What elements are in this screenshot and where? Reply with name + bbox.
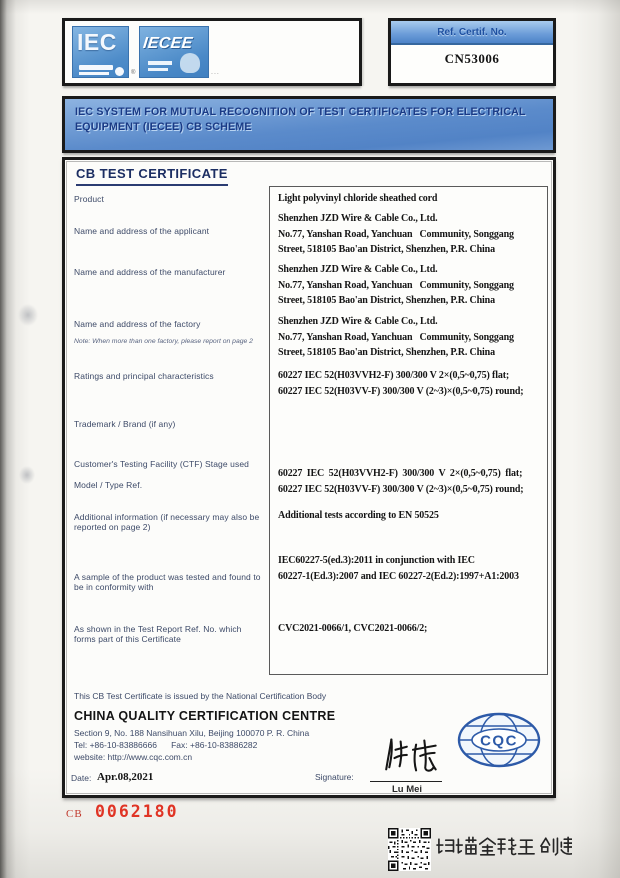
iec-logo-bar xyxy=(79,65,113,70)
value-conformity xyxy=(278,553,541,584)
label-factory: Name and address of the factory xyxy=(74,319,201,329)
label-model: Model / Type Ref. xyxy=(74,480,143,490)
label-factory-note: Note: When more than one factory, please report on page 2 xyxy=(74,338,253,345)
value-line: Shenzhen JZD Wire & Cable Co., Ltd. xyxy=(278,264,438,275)
ref-certif-label: Ref. Certif. No. xyxy=(391,21,553,45)
label-applicant: Name and address of the applicant xyxy=(74,226,210,236)
iecee-logo-icon xyxy=(139,26,209,78)
value-line: Light polyvinyl chloride sheathed cord xyxy=(278,193,438,204)
cb-stamp-prefix: CB xyxy=(66,808,83,820)
value-line: Street, 518105 Bao'an District, Shenzhen, P.R. China xyxy=(278,244,495,255)
camscanner-caption-glyphs xyxy=(436,835,572,859)
signature-line xyxy=(370,781,442,782)
trademark-dots: ... xyxy=(211,69,220,76)
issued-by-text: This CB Test Certificate is issued by the National Certification Body xyxy=(74,691,327,701)
cqc-logo-icon xyxy=(455,711,543,769)
value-line: 60227 IEC 52(H03VVH2-F) 300/300 V 2×(0,5~0,75) flat; xyxy=(278,468,523,479)
iec-logo-dot xyxy=(115,67,124,76)
ref-certif-number: CN53006 xyxy=(444,51,500,66)
value-line: 60227-1(Ed.3):2007 and IEC 60227-2(Ed.2):1997+A1:2003 xyxy=(278,570,519,582)
iec-logo-icon xyxy=(72,26,129,78)
ncb-address: Section 9, No. 188 Nansihuan Xilu, Beijing 100070 P. R. China xyxy=(74,728,310,738)
value-ratings xyxy=(278,368,541,399)
ncb-tel-fax: Tel: +86-10-83886666 Fax: +86-10-83886282 xyxy=(74,740,258,750)
label-trademark: Trademark / Brand (if any) xyxy=(74,419,176,429)
value-factory xyxy=(278,314,541,361)
iec-logo-text: IEC xyxy=(77,29,117,55)
value-line: CVC2021-0066/1, CVC2021-0066/2; xyxy=(278,623,428,634)
camscanner-caption xyxy=(436,835,572,859)
value-test-report xyxy=(278,621,541,637)
label-conformity: A sample of the product was tested and found to be in conformity with xyxy=(74,572,261,593)
ncb-name: CHINA QUALITY CERTIFICATION CENTRE xyxy=(74,709,336,723)
certificate-frame xyxy=(62,157,556,798)
label-additional: Additional information (if necessary may also be reported on page 2) xyxy=(74,512,260,533)
scan-smudge xyxy=(18,304,38,326)
label-ratings: Ratings and principal characteristics xyxy=(74,371,214,381)
value-additional xyxy=(278,508,541,524)
cqc-logo-text: CQC xyxy=(480,732,518,750)
value-product xyxy=(278,191,541,207)
date-label: Date: xyxy=(71,773,92,783)
iecee-logo-bar xyxy=(148,68,168,71)
value-line: Street, 518105 Bao'an District, Shenzhen, P.R. China xyxy=(278,295,495,306)
ncb-website: website: http://www.cqc.com.cn xyxy=(74,752,193,762)
handwritten-signature xyxy=(379,735,447,779)
value-line: Street, 518105 Bao'an District, Shenzhen, P.R. China xyxy=(278,347,495,358)
ref-certif-box xyxy=(388,18,556,86)
value-line: No.77, Yanshan Road, Yanchuan Community, Songgang xyxy=(278,279,514,291)
label-product: Product xyxy=(74,194,104,204)
value-model xyxy=(278,466,541,497)
cb-stamp-number: 0062180 xyxy=(95,802,179,821)
scheme-banner xyxy=(62,96,556,153)
value-applicant xyxy=(278,211,541,258)
value-line: Additional tests according to EN 50525 xyxy=(278,510,439,521)
value-line: Shenzhen JZD Wire & Cable Co., Ltd. xyxy=(278,213,438,224)
iec-logo-bar xyxy=(79,72,109,75)
label-manufacturer: Name and address of the manufacturer xyxy=(74,267,226,277)
signer-name: Lu Mei xyxy=(391,784,423,795)
value-line: No.77, Yanshan Road, Yanchuan Community, Songgang xyxy=(278,228,514,240)
iecee-logo-bulb xyxy=(180,53,200,73)
registered-mark: ® xyxy=(131,70,136,76)
scheme-banner-text: IEC SYSTEM FOR MUTUAL RECOGNITION OF TEST CERTIFICATES FOR ELECTRICAL EQUIPMENT (IECEE) CB SCHEME xyxy=(75,106,526,133)
scan-smudge xyxy=(19,466,35,484)
qr-code xyxy=(388,828,431,871)
iecee-logo-text: IECEE xyxy=(142,35,194,52)
iecee-logo-bar xyxy=(148,61,172,65)
logo-panel xyxy=(62,18,362,86)
date-value: Apr.08,2021 xyxy=(97,771,154,783)
value-line: 60227 IEC 52(H03VV-F) 300/300 V (2~3)×(0,5~0,75) round; xyxy=(278,483,524,495)
signature-label: Signature: xyxy=(315,772,354,782)
value-line: No.77, Yanshan Road, Yanchuan Community, Songgang xyxy=(278,331,514,343)
values-box xyxy=(269,186,548,675)
value-manufacturer xyxy=(278,262,541,309)
label-test-report: As shown in the Test Report Ref. No. which forms part of this Certificate xyxy=(74,624,242,645)
label-ctf: Customer's Testing Facility (CTF) Stage used xyxy=(74,459,249,469)
value-line: 60227 IEC 52(H03VVH2-F) 300/300 V 2×(0,5~0,75) flat; xyxy=(278,370,510,381)
value-line: 60227 IEC 52(H03VV-F) 300/300 V (2~3)×(0,5~0,75) round; xyxy=(278,385,524,397)
certificate-title: CB TEST CERTIFICATE xyxy=(76,166,228,186)
value-line: Shenzhen JZD Wire & Cable Co., Ltd. xyxy=(278,316,438,327)
value-line: IEC60227-5(ed.3):2011 in conjunction with IEC xyxy=(278,555,475,566)
